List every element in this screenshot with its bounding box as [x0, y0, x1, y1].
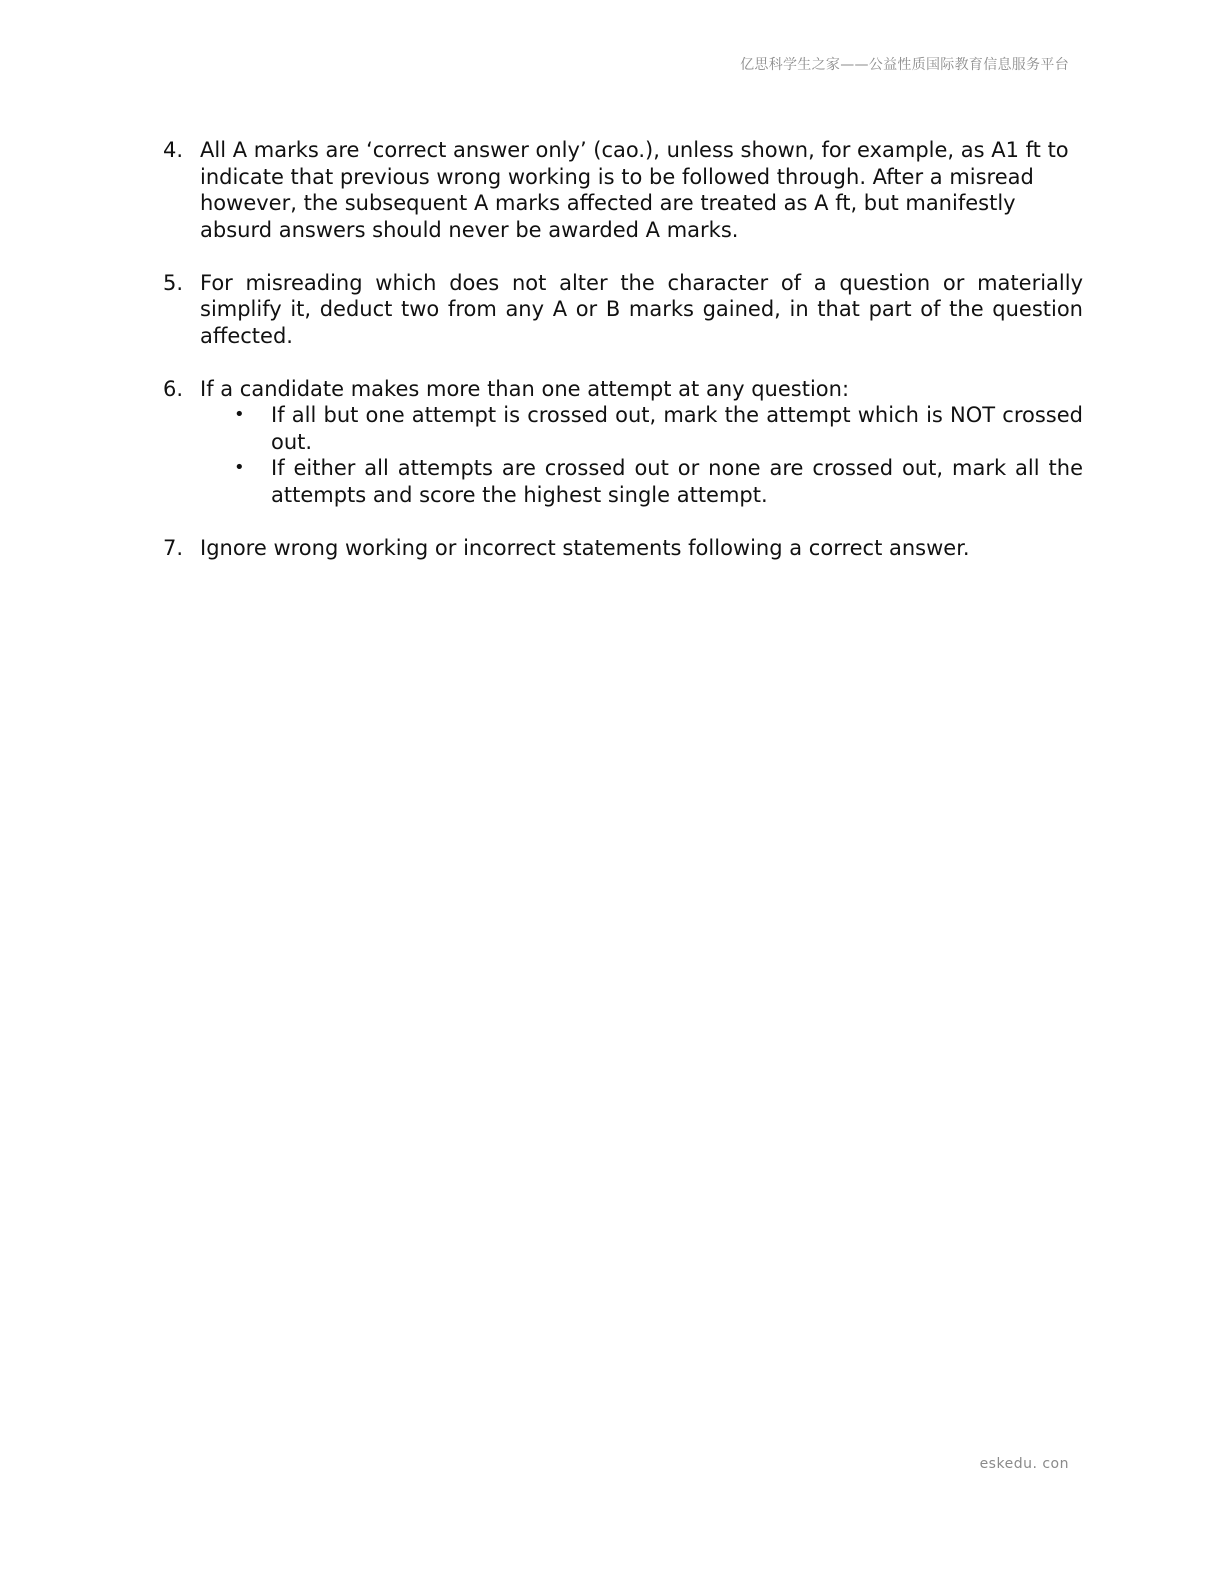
- item-text: For misreading which does not alter the character of a question or materially simplify it, deduct two from any A or B marks gained, in that part of the question affected.: [200, 270, 1083, 348]
- bullet-icon: •: [234, 404, 245, 425]
- item-number: 5.: [163, 270, 184, 295]
- bullet-list: [200, 402, 1083, 508]
- item-text: All A marks are ‘correct answer only’ (cao.), unless shown, for example, as A1 ft to indicate that previous wrong working is to be followed through. After a misread however, the subsequent A marks affected are treated as A ft, but manifestly absurd answers should never be awarded A marks.: [200, 138, 1069, 242]
- list-item: [200, 455, 1083, 508]
- instruction-item-6: [163, 376, 1083, 509]
- page-header: 亿思科学生之家——公益性质国际教育信息服务平台: [740, 57, 1069, 73]
- instruction-item-4: [163, 137, 1083, 243]
- instruction-item-5: [163, 270, 1083, 350]
- item-text: Ignore wrong working or incorrect statements following a correct answer.: [200, 535, 970, 560]
- item-number: 6.: [163, 376, 184, 401]
- bullet-icon: •: [234, 457, 245, 478]
- marking-instructions: [163, 137, 1083, 588]
- item-text: If a candidate makes more than one attempt at any question:: [200, 376, 850, 401]
- bullet-text: If either all attempts are crossed out or none are crossed out, mark all the attempts and score the highest single attempt.: [271, 456, 1083, 507]
- list-item: [200, 402, 1083, 455]
- item-number: 4.: [163, 138, 184, 162]
- item-number: 7.: [163, 535, 184, 560]
- item-content: [200, 376, 1083, 509]
- instruction-item-7: [163, 535, 1083, 562]
- page-footer: eskedu. con: [979, 1456, 1069, 1472]
- bullet-text: If all but one attempt is crossed out, mark the attempt which is NOT crossed out.: [271, 403, 1083, 454]
